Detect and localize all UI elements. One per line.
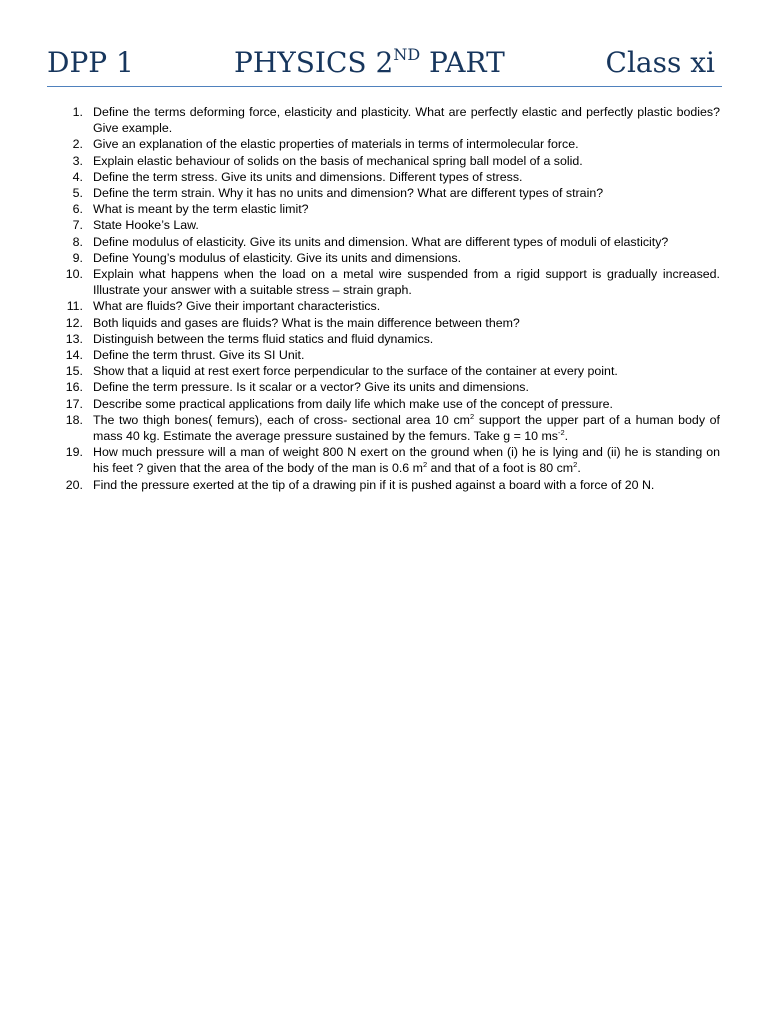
superscript: 2	[573, 460, 578, 470]
question-text: Both liquids and gases are fluids? What is the main difference between them?	[93, 315, 520, 330]
superscript: -2	[558, 428, 565, 438]
question-number: 8.	[72, 234, 83, 249]
subject-title-prefix: PHYSICS 2	[234, 46, 394, 79]
question-number: 19.	[65, 445, 83, 460]
subject-title-suffix: PART	[420, 46, 505, 79]
question-text: Define the term stress. Give its units and dimensions. Different types of stress.	[93, 169, 523, 184]
question-number: 9.	[72, 250, 83, 265]
superscript: 2	[470, 411, 475, 421]
dpp-label: DPP 1	[47, 46, 134, 79]
question-number: 15.	[65, 364, 83, 379]
page-header	[47, 44, 722, 87]
question-text-part: support the upper part of a human body of mass 40 kg. Estimate the average pressure sustained by the femurs. Take g = 10 ms	[93, 412, 721, 444]
question-text-part: .	[564, 429, 569, 444]
question-text	[93, 413, 720, 443]
question-number: 17.	[65, 396, 83, 411]
question-item	[61, 477, 720, 493]
question-number: 4.	[72, 169, 83, 184]
question-number: 14.	[65, 348, 83, 363]
question-number: 12.	[65, 315, 83, 330]
question-text: Define the term pressure. Is it scalar or a vector? Give its units and dimensions.	[93, 380, 529, 395]
question-text-part: and that of a foot is 80 cm	[427, 461, 574, 476]
question-item	[61, 396, 720, 412]
question-text: What is meant by the term elastic limit?	[93, 202, 309, 217]
question-number: 3.	[72, 153, 83, 168]
question-number: 7.	[72, 218, 83, 233]
question-item	[61, 363, 720, 379]
question-number: 16.	[65, 380, 83, 395]
question-text: Explain elastic behaviour of solids on the basis of mechanical spring ball model of a solid.	[93, 153, 583, 168]
question-item	[61, 266, 720, 298]
class-label: Class xi	[605, 46, 715, 79]
question-number: 6.	[72, 202, 83, 217]
question-item	[61, 298, 720, 314]
question-item	[61, 136, 720, 152]
question-number: 11.	[66, 299, 83, 314]
question-text: What are fluids? Give their important characteristics.	[93, 299, 381, 314]
question-text: Define modulus of elasticity. Give its units and dimension. What are different types of moduli of elasticity?	[93, 234, 669, 249]
question-text-part: .	[577, 461, 581, 476]
question-item	[61, 153, 720, 169]
question-text: Define the terms deforming force, elasticity and plasticity. What are perfectly elastic and perfectly plastic bodies? Give example.	[93, 105, 720, 136]
question-item	[61, 217, 720, 233]
subject-title-superscript: ND	[393, 45, 421, 64]
question-number: 18.	[65, 412, 83, 427]
question-list	[61, 104, 720, 493]
question-item	[61, 250, 720, 266]
question-number: 2.	[72, 137, 83, 152]
question-item	[61, 104, 720, 136]
question-item	[61, 315, 720, 331]
question-item	[61, 234, 720, 250]
question-text: Define the term thrust. Give its SI Unit.	[93, 348, 305, 363]
question-number: 1.	[72, 105, 83, 119]
question-text	[93, 445, 720, 475]
question-text: Explain what happens when the load on a metal wire suspended from a rigid support is gradually increased. Illustrate your answer with a suitable stress – strain graph.	[93, 267, 720, 298]
question-text: State Hooke’s Law.	[93, 218, 199, 233]
subject-title	[234, 44, 505, 86]
question-text: Find the pressure exerted at the tip of a drawing pin if it is pushed against a board with a force of 20 N.	[93, 477, 655, 492]
question-item	[61, 331, 720, 347]
question-item	[61, 201, 720, 217]
superscript: 2	[422, 460, 428, 470]
question-text: Give an explanation of the elastic properties of materials in terms of intermolecular force.	[93, 137, 579, 152]
question-text: Describe some practical applications from daily life which make use of the concept of pressure.	[93, 396, 613, 411]
question-text: Distinguish between the terms fluid statics and fluid dynamics.	[93, 331, 434, 346]
question-item	[61, 412, 720, 444]
question-item	[61, 347, 720, 363]
question-text: Define Young’s modulus of elasticity. Give its units and dimensions.	[93, 250, 462, 265]
question-text-part: How much pressure will a man of weight 800 N exert on the ground when (i) he is lying and (ii) he is standing on his feet ? given that the area of the body of the man is 0.6 m	[93, 445, 720, 476]
question-number: 5.	[72, 186, 83, 201]
question-item	[61, 444, 720, 476]
question-number: 10.	[65, 267, 83, 282]
question-text: Show that a liquid at rest exert force perpendicular to the surface of the container at every point.	[93, 364, 618, 379]
question-number: 13.	[65, 331, 83, 346]
question-text: Define the term strain. Why it has no units and dimension? What are different types of strain?	[93, 186, 604, 201]
question-item	[61, 169, 720, 185]
question-item	[61, 185, 720, 201]
question-text-part: The two thigh bones( femurs), each of cross- sectional area 10 cm	[93, 412, 470, 427]
question-item	[61, 379, 720, 395]
question-number: 20.	[65, 477, 83, 492]
